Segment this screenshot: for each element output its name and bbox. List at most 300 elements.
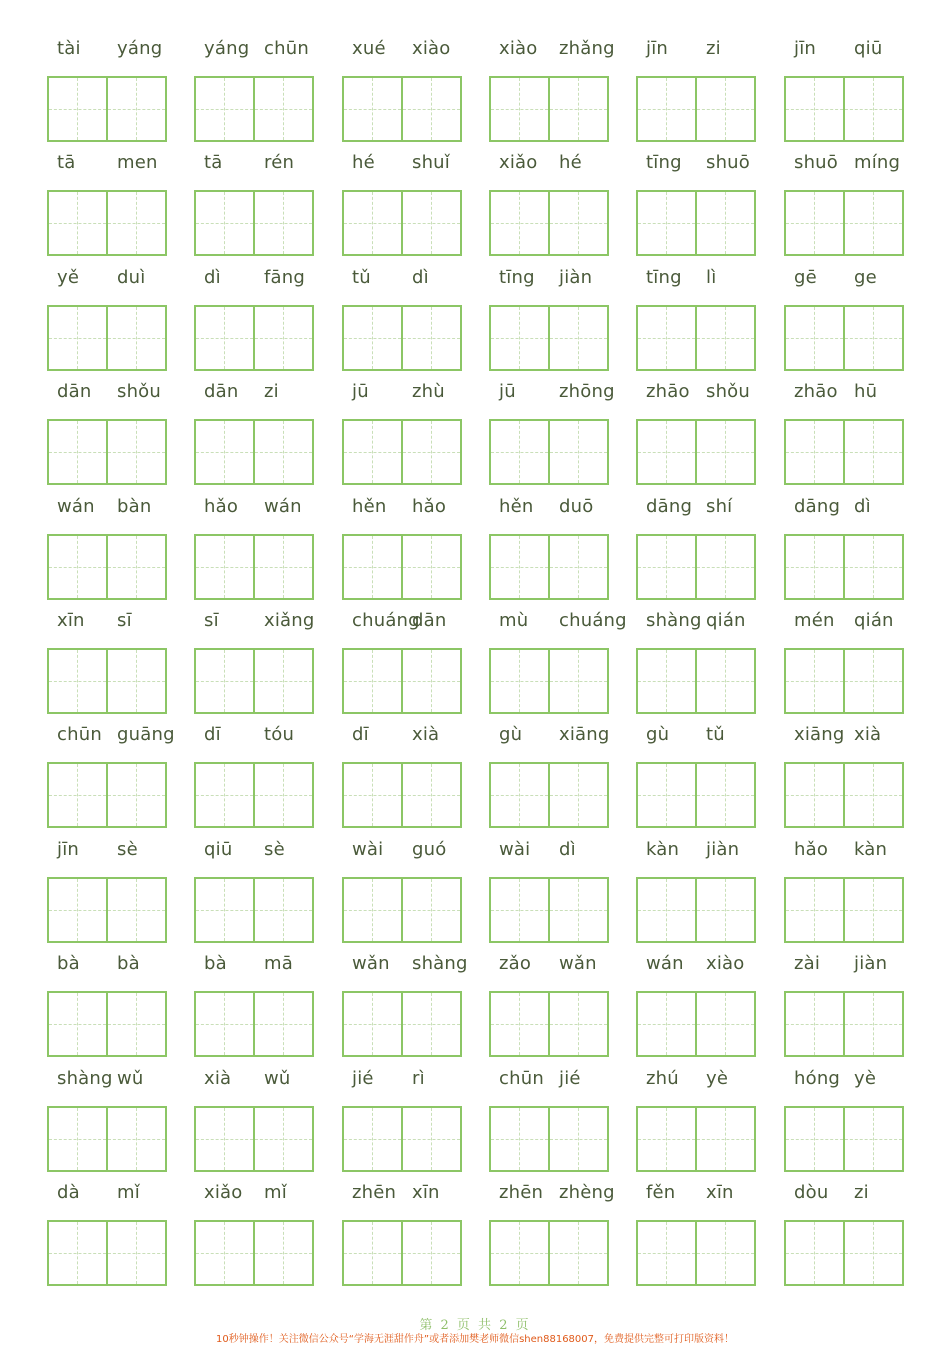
writing-box-left[interactable] (786, 536, 843, 598)
writing-box-left[interactable] (344, 879, 401, 941)
writing-box-pair[interactable] (489, 190, 609, 256)
writing-box-right[interactable] (697, 421, 754, 483)
word-cell (489, 148, 609, 258)
writing-box-right[interactable] (697, 78, 754, 140)
writing-box-pair[interactable] (194, 991, 314, 1057)
writing-box-pair[interactable] (489, 534, 609, 600)
word-cell (784, 492, 904, 602)
writing-box-pair[interactable] (636, 305, 756, 371)
writing-box-pair[interactable] (784, 762, 904, 828)
writing-box-right[interactable] (108, 78, 165, 140)
writing-box-left[interactable] (344, 1108, 401, 1170)
writing-box-right[interactable] (108, 536, 165, 598)
writing-box-right[interactable] (108, 421, 165, 483)
writing-box-left[interactable] (344, 421, 401, 483)
pinyin-syllable: kàn (854, 839, 888, 860)
pinyin-syllable: bà (57, 953, 80, 974)
writing-box-left[interactable] (786, 192, 843, 254)
writing-box-right[interactable] (108, 993, 165, 1055)
writing-box-right[interactable] (255, 192, 312, 254)
writing-box-right[interactable] (550, 650, 607, 712)
writing-box-pair[interactable] (47, 305, 167, 371)
writing-box-right[interactable] (697, 1108, 754, 1170)
writing-box-right[interactable] (697, 764, 754, 826)
writing-box-pair[interactable] (784, 1220, 904, 1286)
writing-box-pair[interactable] (489, 1106, 609, 1172)
writing-box-pair[interactable] (784, 76, 904, 142)
writing-box-left[interactable] (49, 993, 106, 1055)
writing-box-right[interactable] (550, 192, 607, 254)
writing-box-left[interactable] (196, 307, 253, 369)
writing-box-pair[interactable] (342, 190, 462, 256)
writing-box-pair[interactable] (47, 190, 167, 256)
writing-box-pair[interactable] (342, 991, 462, 1057)
writing-box-right[interactable] (255, 879, 312, 941)
writing-box-pair[interactable] (489, 419, 609, 485)
writing-box-left[interactable] (638, 1108, 695, 1170)
writing-box-left[interactable] (196, 764, 253, 826)
writing-box-left[interactable] (491, 993, 548, 1055)
writing-box-pair[interactable] (342, 419, 462, 485)
pinyin-line (784, 720, 904, 748)
writing-box-left[interactable] (786, 993, 843, 1055)
writing-box-left[interactable] (786, 1108, 843, 1170)
writing-box-right[interactable] (403, 1222, 460, 1284)
writing-box-left[interactable] (786, 307, 843, 369)
writing-box-right[interactable] (697, 192, 754, 254)
pinyin-syllable: zhāo (794, 381, 838, 402)
writing-box-pair[interactable] (342, 762, 462, 828)
guide-line-horizontal (638, 1139, 695, 1140)
writing-box-left[interactable] (196, 993, 253, 1055)
writing-box-left[interactable] (491, 764, 548, 826)
word-cell (489, 949, 609, 1059)
writing-box-pair[interactable] (489, 76, 609, 142)
writing-box-left[interactable] (196, 1108, 253, 1170)
writing-box-left[interactable] (491, 78, 548, 140)
writing-box-left[interactable] (491, 307, 548, 369)
writing-box-right[interactable] (845, 650, 902, 712)
writing-box-right[interactable] (403, 879, 460, 941)
writing-box-pair[interactable] (47, 76, 167, 142)
word-cell (636, 1178, 756, 1288)
guide-line-horizontal (697, 1024, 754, 1025)
writing-box-left[interactable] (491, 1222, 548, 1284)
writing-box-left[interactable] (196, 192, 253, 254)
pinyin-syllable: yáng (117, 38, 163, 59)
writing-box-right[interactable] (845, 1108, 902, 1170)
pinyin-line (342, 148, 462, 176)
guide-line-horizontal (108, 1139, 165, 1140)
writing-box-left[interactable] (344, 307, 401, 369)
pinyin-line (342, 1064, 462, 1092)
writing-box-pair[interactable] (47, 534, 167, 600)
pinyin-syllable: tài (57, 38, 81, 59)
writing-box-left[interactable] (638, 993, 695, 1055)
writing-box-pair[interactable] (784, 877, 904, 943)
writing-box-left[interactable] (786, 421, 843, 483)
word-cell (636, 1064, 756, 1174)
writing-box-left[interactable] (49, 1108, 106, 1170)
pinyin-syllable: shuō (706, 152, 751, 173)
writing-box-left[interactable] (196, 536, 253, 598)
guide-line-horizontal (255, 1253, 312, 1254)
writing-box-right[interactable] (845, 78, 902, 140)
word-cell (47, 263, 167, 373)
pinyin-line (342, 720, 462, 748)
writing-box-right[interactable] (845, 1222, 902, 1284)
writing-box-right[interactable] (403, 536, 460, 598)
pinyin-syllable: tǔ (706, 724, 725, 745)
word-cell (194, 1064, 314, 1174)
writing-box-left[interactable] (49, 536, 106, 598)
guide-line-horizontal (491, 109, 548, 110)
guide-line-horizontal (196, 1024, 253, 1025)
word-cell (194, 949, 314, 1059)
writing-box-right[interactable] (255, 1108, 312, 1170)
writing-box-pair[interactable] (636, 1220, 756, 1286)
pinyin-syllable: tǔ (352, 267, 371, 288)
writing-box-right[interactable] (255, 1222, 312, 1284)
writing-box-right[interactable] (403, 650, 460, 712)
writing-box-pair[interactable] (636, 76, 756, 142)
box-divider (548, 307, 550, 369)
word-cell (47, 1064, 167, 1174)
writing-box-pair[interactable] (194, 419, 314, 485)
writing-box-right[interactable] (697, 879, 754, 941)
writing-box-left[interactable] (49, 650, 106, 712)
writing-box-pair[interactable] (342, 534, 462, 600)
writing-box-pair[interactable] (784, 991, 904, 1057)
writing-box-pair[interactable] (636, 877, 756, 943)
writing-box-pair[interactable] (194, 762, 314, 828)
writing-box-left[interactable] (49, 307, 106, 369)
writing-box-left[interactable] (786, 650, 843, 712)
writing-box-right[interactable] (845, 993, 902, 1055)
writing-box-right[interactable] (550, 421, 607, 483)
guide-line-horizontal (845, 338, 902, 339)
writing-box-right[interactable] (550, 536, 607, 598)
guide-line-horizontal (344, 1253, 401, 1254)
writing-box-left[interactable] (638, 192, 695, 254)
writing-box-right[interactable] (550, 78, 607, 140)
guide-line-horizontal (550, 910, 607, 911)
writing-box-pair[interactable] (342, 76, 462, 142)
writing-box-right[interactable] (108, 1222, 165, 1284)
writing-box-left[interactable] (491, 1108, 548, 1170)
writing-box-pair[interactable] (342, 877, 462, 943)
word-cell (47, 377, 167, 487)
pinyin-syllable: qián (706, 610, 746, 631)
word-cell (784, 835, 904, 945)
writing-box-left[interactable] (49, 879, 106, 941)
guide-line-horizontal (196, 910, 253, 911)
writing-box-left[interactable] (49, 192, 106, 254)
writing-box-right[interactable] (255, 536, 312, 598)
writing-box-pair[interactable] (784, 419, 904, 485)
pinyin-syllable: wǎn (352, 953, 390, 974)
writing-box-pair[interactable] (784, 1106, 904, 1172)
pinyin-syllable: mǐ (117, 1182, 140, 1203)
writing-box-right[interactable] (845, 536, 902, 598)
writing-box-pair[interactable] (47, 1220, 167, 1286)
guide-line-horizontal (403, 223, 460, 224)
writing-box-left[interactable] (491, 421, 548, 483)
pinyin-syllable: xiāng (794, 724, 845, 745)
writing-box-left[interactable] (638, 536, 695, 598)
writing-box-pair[interactable] (784, 190, 904, 256)
writing-box-pair[interactable] (636, 419, 756, 485)
guide-line-horizontal (638, 338, 695, 339)
writing-box-left[interactable] (344, 650, 401, 712)
word-cell (784, 606, 904, 716)
writing-box-left[interactable] (786, 78, 843, 140)
writing-box-pair[interactable] (47, 991, 167, 1057)
writing-box-pair[interactable] (342, 305, 462, 371)
box-divider (401, 1108, 403, 1170)
writing-box-left[interactable] (638, 307, 695, 369)
writing-box-right[interactable] (403, 1108, 460, 1170)
word-cell (342, 835, 462, 945)
writing-box-left[interactable] (638, 879, 695, 941)
writing-box-left[interactable] (344, 1222, 401, 1284)
writing-box-pair[interactable] (47, 877, 167, 943)
writing-box-pair[interactable] (636, 762, 756, 828)
writing-box-left[interactable] (638, 78, 695, 140)
pinyin-syllable: xiào (412, 38, 451, 59)
writing-box-right[interactable] (108, 764, 165, 826)
writing-box-pair[interactable] (342, 1106, 462, 1172)
guide-line-horizontal (344, 223, 401, 224)
writing-box-left[interactable] (49, 1222, 106, 1284)
writing-box-pair[interactable] (194, 648, 314, 714)
box-divider (548, 650, 550, 712)
writing-box-right[interactable] (403, 764, 460, 826)
word-cell (47, 34, 167, 144)
pinyin-syllable: yáng (204, 38, 250, 59)
writing-box-pair[interactable] (489, 305, 609, 371)
box-divider (548, 1108, 550, 1170)
writing-box-pair[interactable] (194, 305, 314, 371)
word-cell (784, 34, 904, 144)
pinyin-line (47, 949, 167, 977)
word-cell (342, 606, 462, 716)
writing-box-pair[interactable] (342, 648, 462, 714)
writing-box-right[interactable] (697, 993, 754, 1055)
box-divider (253, 421, 255, 483)
writing-box-left[interactable] (491, 536, 548, 598)
pinyin-syllable: shǒu (117, 381, 162, 402)
writing-box-pair[interactable] (194, 1220, 314, 1286)
writing-box-right[interactable] (255, 993, 312, 1055)
writing-box-right[interactable] (550, 1108, 607, 1170)
writing-box-pair[interactable] (636, 1106, 756, 1172)
writing-box-right[interactable] (697, 536, 754, 598)
box-divider (843, 78, 845, 140)
writing-box-right[interactable] (697, 1222, 754, 1284)
writing-box-right[interactable] (550, 993, 607, 1055)
writing-box-left[interactable] (638, 1222, 695, 1284)
writing-box-pair[interactable] (784, 534, 904, 600)
writing-box-left[interactable] (344, 536, 401, 598)
writing-box-left[interactable] (344, 764, 401, 826)
guide-line-horizontal (550, 1253, 607, 1254)
guide-line-horizontal (108, 452, 165, 453)
writing-box-right[interactable] (845, 764, 902, 826)
word-cell (47, 1178, 167, 1288)
writing-box-left[interactable] (344, 192, 401, 254)
writing-box-right[interactable] (255, 78, 312, 140)
writing-box-right[interactable] (403, 421, 460, 483)
writing-box-left[interactable] (786, 764, 843, 826)
pinyin-syllable: gù (499, 724, 523, 745)
pinyin-syllable: gù (646, 724, 670, 745)
writing-box-right[interactable] (845, 421, 902, 483)
writing-box-pair[interactable] (636, 991, 756, 1057)
pinyin-syllable: wài (499, 839, 531, 860)
pinyin-syllable: shuō (794, 152, 839, 173)
writing-box-left[interactable] (196, 879, 253, 941)
writing-box-pair[interactable] (489, 762, 609, 828)
box-divider (253, 1222, 255, 1284)
writing-box-right[interactable] (108, 192, 165, 254)
word-cell (489, 34, 615, 144)
writing-box-right[interactable] (845, 879, 902, 941)
writing-box-right[interactable] (550, 1222, 607, 1284)
writing-box-pair[interactable] (47, 419, 167, 485)
pinyin-syllable: zhǎng (559, 38, 615, 59)
writing-box-pair[interactable] (47, 648, 167, 714)
writing-box-left[interactable] (196, 1222, 253, 1284)
guide-line-horizontal (638, 910, 695, 911)
writing-box-right[interactable] (108, 879, 165, 941)
pinyin-syllable: sī (117, 610, 132, 631)
writing-box-right[interactable] (550, 307, 607, 369)
writing-box-pair[interactable] (194, 1106, 314, 1172)
pinyin-syllable: zi (854, 1182, 869, 1203)
writing-box-left[interactable] (638, 421, 695, 483)
writing-box-left[interactable] (491, 650, 548, 712)
pinyin-line (636, 263, 756, 291)
guide-line-horizontal (108, 681, 165, 682)
writing-box-left[interactable] (196, 650, 253, 712)
box-divider (843, 1222, 845, 1284)
writing-box-right[interactable] (845, 307, 902, 369)
writing-box-pair[interactable] (636, 534, 756, 600)
guide-line-horizontal (196, 1253, 253, 1254)
writing-box-left[interactable] (49, 78, 106, 140)
writing-box-pair[interactable] (342, 1220, 462, 1286)
guide-line-horizontal (403, 1139, 460, 1140)
writing-box-pair[interactable] (636, 648, 756, 714)
writing-box-right[interactable] (108, 1108, 165, 1170)
box-divider (843, 1108, 845, 1170)
pinyin-syllable: wǎn (559, 953, 597, 974)
writing-box-left[interactable] (638, 764, 695, 826)
writing-box-pair[interactable] (194, 190, 314, 256)
pinyin-line (489, 148, 609, 176)
writing-box-pair[interactable] (784, 305, 904, 371)
word-cell (636, 606, 756, 716)
writing-box-pair[interactable] (636, 190, 756, 256)
word-cell (47, 949, 167, 1059)
pinyin-line (636, 492, 756, 520)
guide-line-horizontal (550, 681, 607, 682)
writing-box-pair[interactable] (47, 762, 167, 828)
writing-box-right[interactable] (255, 307, 312, 369)
guide-line-horizontal (845, 109, 902, 110)
writing-box-pair[interactable] (784, 648, 904, 714)
pinyin-syllable: wán (264, 496, 302, 517)
pinyin-syllable: zài (794, 953, 821, 974)
writing-box-left[interactable] (196, 421, 253, 483)
writing-box-pair[interactable] (489, 877, 609, 943)
writing-box-right[interactable] (255, 764, 312, 826)
pinyin-line (47, 148, 167, 176)
writing-box-right[interactable] (403, 993, 460, 1055)
writing-box-right[interactable] (403, 78, 460, 140)
writing-box-left[interactable] (49, 421, 106, 483)
writing-box-left[interactable] (344, 78, 401, 140)
writing-box-left[interactable] (491, 192, 548, 254)
guide-line-horizontal (255, 1139, 312, 1140)
pinyin-line (47, 1178, 167, 1206)
pinyin-syllable: sī (204, 610, 219, 631)
writing-box-right[interactable] (697, 307, 754, 369)
pinyin-line (194, 34, 314, 62)
writing-box-left[interactable] (49, 764, 106, 826)
writing-box-left[interactable] (786, 1222, 843, 1284)
writing-box-right[interactable] (108, 650, 165, 712)
writing-box-left[interactable] (786, 879, 843, 941)
pinyin-syllable: fěn (646, 1182, 676, 1203)
word-cell (47, 492, 167, 602)
pinyin-syllable: dì (559, 839, 576, 860)
writing-box-right[interactable] (255, 650, 312, 712)
writing-box-right[interactable] (697, 650, 754, 712)
guide-line-horizontal (638, 681, 695, 682)
writing-box-pair[interactable] (489, 648, 609, 714)
pinyin-line (47, 377, 167, 405)
pinyin-syllable: tīng (646, 267, 682, 288)
pinyin-syllable: xià (854, 724, 882, 745)
writing-box-pair[interactable] (194, 534, 314, 600)
writing-box-right[interactable] (403, 192, 460, 254)
writing-box-pair[interactable] (194, 76, 314, 142)
box-divider (253, 650, 255, 712)
writing-box-left[interactable] (344, 993, 401, 1055)
pinyin-syllable: tā (57, 152, 76, 173)
writing-box-right[interactable] (550, 879, 607, 941)
pinyin-syllable: shí (706, 496, 733, 517)
writing-box-left[interactable] (196, 78, 253, 140)
writing-box-right[interactable] (845, 192, 902, 254)
writing-box-left[interactable] (638, 650, 695, 712)
writing-box-right[interactable] (108, 307, 165, 369)
box-divider (401, 650, 403, 712)
writing-box-pair[interactable] (489, 991, 609, 1057)
writing-box-left[interactable] (491, 879, 548, 941)
pinyin-syllable: dān (412, 610, 447, 631)
pinyin-syllable: xué (352, 38, 386, 59)
writing-box-right[interactable] (403, 307, 460, 369)
writing-box-right[interactable] (255, 421, 312, 483)
writing-box-right[interactable] (550, 764, 607, 826)
writing-box-pair[interactable] (194, 877, 314, 943)
pinyin-syllable: jū (352, 381, 369, 402)
writing-box-pair[interactable] (489, 1220, 609, 1286)
writing-box-pair[interactable] (47, 1106, 167, 1172)
